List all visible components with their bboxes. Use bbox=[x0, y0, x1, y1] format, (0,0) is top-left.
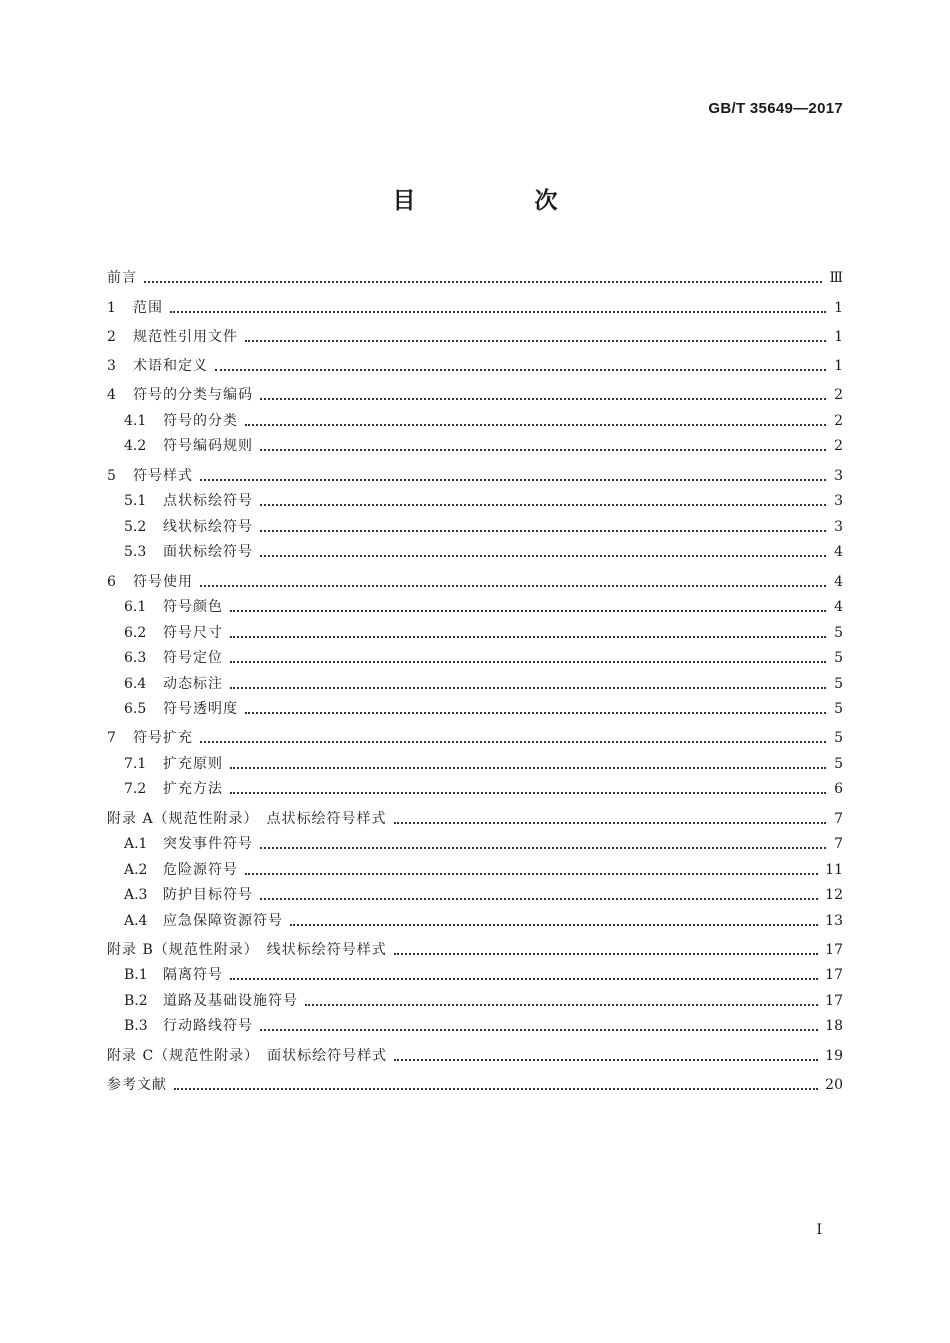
toc-entry[interactable] bbox=[107, 459, 843, 485]
toc-entry[interactable] bbox=[107, 262, 843, 288]
toc-entry-label: 符号颜色 bbox=[163, 599, 223, 616]
toc-entry-number: 7.1 bbox=[124, 755, 147, 772]
toc-leader-dots bbox=[230, 687, 826, 689]
toc-entry-number: A.1 bbox=[124, 836, 148, 853]
toc-leader-dots bbox=[260, 530, 826, 532]
toc-leader-dots bbox=[200, 741, 826, 743]
toc-entry-label: 符号扩充 bbox=[133, 730, 193, 747]
toc-entry-number: 7 bbox=[107, 730, 116, 747]
toc-leader-dots bbox=[215, 369, 826, 371]
toc-entry[interactable] bbox=[107, 853, 843, 879]
toc-entry-page: 19 bbox=[825, 1047, 843, 1064]
toc-entry[interactable] bbox=[107, 485, 843, 511]
toc-leader-dots bbox=[260, 898, 818, 900]
toc-leader-dots bbox=[394, 953, 818, 955]
toc-leader-dots bbox=[230, 792, 826, 794]
toc-entry-page: 3 bbox=[834, 518, 843, 535]
toc-entry-label: 行动路线符号 bbox=[163, 1018, 253, 1035]
toc-entry-page: 17 bbox=[825, 992, 843, 1009]
table-of-contents bbox=[107, 258, 843, 1094]
toc-entry-label: 道路及基础设施符号 bbox=[163, 992, 298, 1009]
toc-entry-page: Ⅲ bbox=[829, 270, 843, 287]
toc-entry-page: 12 bbox=[825, 887, 843, 904]
toc-entry[interactable] bbox=[107, 1069, 843, 1095]
toc-entry-number: 5.2 bbox=[124, 518, 147, 535]
toc-entry-label: 隔离符号 bbox=[163, 967, 223, 984]
toc-entry-number: 5.3 bbox=[124, 544, 147, 561]
toc-entry-label: 应急保障资源符号 bbox=[163, 912, 283, 929]
toc-leader-dots bbox=[230, 636, 826, 638]
toc-entry-page: 1 bbox=[834, 328, 843, 345]
toc-entry-page: 5 bbox=[834, 650, 843, 667]
toc-entry[interactable] bbox=[107, 350, 843, 376]
toc-entry-number: 6.3 bbox=[124, 650, 147, 667]
toc-leader-dots bbox=[290, 924, 818, 926]
toc-entry-label: 符号使用 bbox=[133, 573, 193, 590]
toc-entry-page: 4 bbox=[834, 599, 843, 616]
toc-entry-page: 18 bbox=[825, 1018, 843, 1035]
toc-entry-label: 参考文献 bbox=[107, 1077, 167, 1094]
toc-entry-label: 符号的分类与编码 bbox=[133, 387, 253, 404]
toc-entry[interactable] bbox=[107, 667, 843, 693]
toc-entry-label: 符号尺寸 bbox=[163, 624, 223, 641]
toc-entry-number: B.1 bbox=[124, 967, 148, 984]
page-title: 目 次 bbox=[392, 188, 606, 214]
toc-entry-label: 扩充原则 bbox=[163, 755, 223, 772]
standard-number: GB/T 35649—2017 bbox=[708, 100, 843, 117]
toc-entry-page: 17 bbox=[825, 967, 843, 984]
toc-leader-dots bbox=[394, 1059, 818, 1061]
toc-leader-dots bbox=[305, 1004, 818, 1006]
toc-entry-number: 4.1 bbox=[124, 412, 147, 429]
toc-leader-dots bbox=[230, 767, 826, 769]
toc-entry[interactable] bbox=[107, 904, 843, 930]
page-number: I bbox=[816, 1222, 822, 1238]
toc-entry[interactable] bbox=[107, 565, 843, 591]
toc-entry-page: 5 bbox=[834, 624, 843, 641]
toc-entry[interactable] bbox=[107, 773, 843, 799]
toc-entry-number: 7.2 bbox=[124, 781, 147, 798]
toc-entry-label: 扩充方法 bbox=[163, 781, 223, 798]
toc-entry-number: 1 bbox=[107, 299, 116, 316]
toc-entry-page: 20 bbox=[825, 1077, 843, 1094]
toc-entry-label: 符号透明度 bbox=[163, 701, 238, 718]
toc-entry-label: 面状标绘符号 bbox=[163, 544, 253, 561]
toc-leader-dots bbox=[230, 610, 826, 612]
toc-entry-number: 6.4 bbox=[124, 675, 147, 692]
toc-entry-label: 符号编码规则 bbox=[163, 438, 253, 455]
toc-entry-number: A.3 bbox=[124, 887, 148, 904]
toc-entry-page: 11 bbox=[825, 861, 843, 878]
toc-entry-label: 符号样式 bbox=[133, 467, 193, 484]
toc-entry[interactable] bbox=[107, 591, 843, 617]
toc-leader-dots bbox=[170, 311, 826, 313]
toc-entry-label: 防护目标符号 bbox=[163, 887, 253, 904]
toc-entry[interactable] bbox=[107, 828, 843, 854]
toc-entry-number: 6 bbox=[107, 573, 116, 590]
toc-entry-number: 6.1 bbox=[124, 599, 147, 616]
toc-entry-label: 附录 B（规范性附录） 线状标绘符号样式 bbox=[107, 941, 387, 958]
toc-entry-page: 5 bbox=[834, 675, 843, 692]
toc-entry[interactable] bbox=[107, 404, 843, 430]
toc-leader-dots bbox=[245, 873, 818, 875]
toc-entry-label: 符号定位 bbox=[163, 650, 223, 667]
toc-entry-page: 2 bbox=[834, 438, 843, 455]
toc-leader-dots bbox=[394, 822, 826, 824]
toc-leader-dots bbox=[144, 281, 822, 283]
toc-leader-dots bbox=[230, 978, 818, 980]
toc-entry[interactable] bbox=[107, 379, 843, 405]
toc-entry[interactable] bbox=[107, 933, 843, 959]
toc-entry-page: 3 bbox=[834, 467, 843, 484]
toc-entry[interactable] bbox=[107, 722, 843, 748]
toc-entry-page: 5 bbox=[834, 755, 843, 772]
toc-leader-dots bbox=[260, 1029, 818, 1031]
toc-entry-page: 1 bbox=[834, 358, 843, 375]
toc-entry-page: 6 bbox=[834, 781, 843, 798]
toc-entry-label: 动态标注 bbox=[163, 675, 223, 692]
toc-entry-number: 4 bbox=[107, 387, 116, 404]
toc-leader-dots bbox=[245, 712, 826, 714]
toc-leader-dots bbox=[260, 398, 826, 400]
toc-leader-dots bbox=[260, 555, 826, 557]
toc-entry-number: 6.2 bbox=[124, 624, 147, 641]
toc-entry-page: 5 bbox=[834, 730, 843, 747]
toc-entry-label: 点状标绘符号 bbox=[163, 493, 253, 510]
toc-entry-page: 5 bbox=[834, 701, 843, 718]
toc-entry-number: B.2 bbox=[124, 992, 148, 1009]
toc-entry-number: B.3 bbox=[124, 1018, 148, 1035]
toc-entry[interactable] bbox=[107, 802, 843, 828]
toc-entry[interactable] bbox=[107, 693, 843, 719]
toc-entry-number: 6.5 bbox=[124, 701, 147, 718]
toc-entry-label: 范围 bbox=[133, 299, 163, 316]
toc-entry-number: 4.2 bbox=[124, 438, 147, 455]
toc-leader-dots bbox=[260, 449, 826, 451]
toc-leader-dots bbox=[200, 479, 826, 481]
toc-entry-page: 2 bbox=[834, 387, 843, 404]
toc-entry-number: A.2 bbox=[124, 861, 148, 878]
toc-entry-page: 2 bbox=[834, 412, 843, 429]
toc-entry[interactable] bbox=[107, 320, 843, 346]
toc-entry-label: 术语和定义 bbox=[133, 358, 208, 375]
toc-leader-dots bbox=[260, 847, 826, 849]
toc-leader-dots bbox=[245, 424, 826, 426]
toc-entry-page: 3 bbox=[834, 493, 843, 510]
toc-entry[interactable] bbox=[107, 984, 843, 1010]
toc-entry-number: 3 bbox=[107, 358, 116, 375]
toc-entry-page: 4 bbox=[834, 544, 843, 561]
toc-entry[interactable] bbox=[107, 616, 843, 642]
toc-entry[interactable] bbox=[107, 291, 843, 317]
toc-leader-dots bbox=[245, 340, 826, 342]
toc-entry[interactable] bbox=[107, 430, 843, 456]
toc-entry-page: 7 bbox=[834, 836, 843, 853]
toc-entry-label: 附录 A（规范性附录） 点状标绘符号样式 bbox=[107, 810, 387, 827]
toc-entry-number: 5.1 bbox=[124, 493, 147, 510]
toc-leader-dots bbox=[260, 504, 826, 506]
toc-entry-label: 规范性引用文件 bbox=[133, 328, 238, 345]
toc-leader-dots bbox=[200, 585, 826, 587]
toc-entry-label: 符号的分类 bbox=[163, 412, 238, 429]
toc-entry-page: 17 bbox=[825, 941, 843, 958]
toc-entry-page: 4 bbox=[834, 573, 843, 590]
toc-entry-number: 2 bbox=[107, 328, 116, 345]
toc-entry-label: 附录 C（规范性附录） 面状标绘符号样式 bbox=[107, 1047, 388, 1064]
toc-entry-number: 5 bbox=[107, 467, 116, 484]
toc-entry[interactable] bbox=[107, 959, 843, 985]
toc-entry-page: 13 bbox=[825, 912, 843, 929]
toc-entry-number: A.4 bbox=[124, 912, 148, 929]
toc-entry[interactable] bbox=[107, 642, 843, 668]
toc-entry-label: 突发事件符号 bbox=[163, 836, 253, 853]
toc-entry-label: 线状标绘符号 bbox=[163, 518, 253, 535]
toc-entry[interactable] bbox=[107, 510, 843, 536]
toc-leader-dots bbox=[174, 1088, 818, 1090]
toc-leader-dots bbox=[230, 661, 826, 663]
toc-entry[interactable] bbox=[107, 1039, 843, 1065]
toc-entry[interactable] bbox=[107, 536, 843, 562]
toc-entry-label: 危险源符号 bbox=[163, 861, 238, 878]
toc-entry[interactable] bbox=[107, 747, 843, 773]
toc-entry[interactable] bbox=[107, 879, 843, 905]
toc-entry-label: 前言 bbox=[107, 270, 137, 287]
toc-entry-page: 1 bbox=[834, 299, 843, 316]
toc-entry-page: 7 bbox=[834, 810, 843, 827]
toc-entry[interactable] bbox=[107, 1010, 843, 1036]
